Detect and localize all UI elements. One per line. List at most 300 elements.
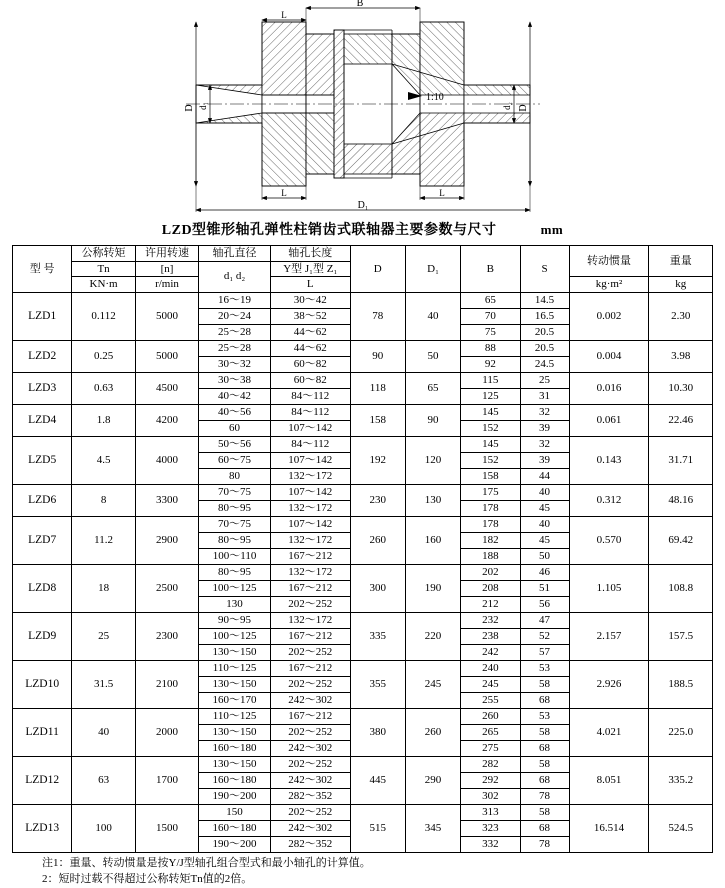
row-speed: 2900 [135,516,198,564]
row-bore-length-item: 167～212 [271,709,350,725]
row-bore-length-item: 60～82 [271,373,350,389]
row-B-item: 323 [461,821,519,837]
row-inertia: 8.051 [569,756,649,804]
header-inertia-1: 转动惯量 [569,246,649,277]
row-B-item: 145 [461,437,519,453]
row-bore-length-item: 107～142 [288,421,333,434]
row-torque: 8 [72,484,135,516]
row-bore-diameter-item: 70～75 [199,517,270,533]
row-D1: 245 [405,660,460,708]
row-D1: 260 [405,708,460,756]
row-B-item: 260 [461,709,519,725]
row-S-item: 16.5 [521,309,569,325]
row-speed: 5000 [135,292,198,340]
header-speed-3: r/min [135,277,198,293]
row-D1: 160 [405,516,460,564]
row-torque: 0.25 [72,340,135,372]
header-torque-2: Tn [72,261,135,277]
row-bore-length-item: 84～112 [271,437,350,453]
row-speed: 4200 [135,404,198,436]
row-bore-length-item: 132～172 [288,501,333,514]
header-torque-3: KN·m [72,277,135,293]
row-weight: 3.98 [649,340,713,372]
page-title: LZD型锥形轴孔弹性柱销齿式联轴器主要参数与尺寸 [161,223,497,238]
row-bore-diameter [199,564,271,612]
row-bore-length [270,436,350,484]
row-bore-diameter-item: 25～28 [218,325,252,338]
row-bore-diameter [199,804,271,852]
row-B-item: 125 [482,389,499,402]
row-bore-diameter-item: 110～125 [199,709,270,725]
table-row [13,564,713,612]
row-B-item: 302 [482,789,499,802]
row-D: 300 [350,564,405,612]
row-bore-diameter-item: 130～150 [199,725,270,741]
row-bore-length-item: 242～302 [271,773,350,789]
table-row [13,340,713,372]
row-B-item: 242 [482,645,499,658]
header-B: B [461,246,520,293]
table-row [13,612,713,660]
row-bore-length-item: 38～52 [271,309,350,325]
row-S-item: 20.5 [521,341,569,357]
row-inertia: 0.004 [569,340,649,372]
row-weight: 10.30 [649,372,713,404]
unit-label: mm [540,222,564,237]
row-weight: 69.42 [649,516,713,564]
row-torque: 18 [72,564,135,612]
row-B-item: 75 [484,325,496,338]
row-weight: 524.5 [649,804,713,852]
row-inertia: 2.157 [569,612,649,660]
row-bore-length-item: 107～142 [271,517,350,533]
row-bore-length-item: 167～212 [288,549,333,562]
row-weight: 108.8 [649,564,713,612]
header-inertia-2: kg·m² [569,277,649,293]
row-torque: 31.5 [72,660,135,708]
row-bore-diameter-item: 30～38 [199,373,270,389]
row-bore-diameter-item: 80～95 [199,533,270,549]
header-bore-dia-1: 轴孔直径 [199,246,271,262]
row-S-item: 53 [521,709,569,725]
row-bore-length-item: 167～212 [271,629,350,645]
row-bore-diameter-item: 100～125 [199,581,270,597]
row-bore-diameter-item: 16～19 [199,293,270,309]
row-torque: 0.112 [72,292,135,340]
row-S-item: 25 [521,373,569,389]
row-bore-length-item: 44～62 [271,341,350,357]
row-bore-diameter [199,340,271,372]
table-row [13,292,713,340]
row-model: LZD7 [13,516,72,564]
row-B-item: 265 [461,725,519,741]
row-bore-diameter-item: 130～150 [199,757,270,773]
row-inertia: 0.143 [569,436,649,484]
row-D1: 220 [405,612,460,660]
row-B-item: 255 [482,693,499,706]
row-B-item: 70 [461,309,519,325]
row-speed: 4000 [135,436,198,484]
row-B [461,436,520,484]
row-bore-diameter [199,612,271,660]
row-bore-diameter [199,708,271,756]
row-bore-diameter-item: 130～150 [212,645,257,658]
header-row [13,246,713,262]
row-bore-length-item: 84～112 [271,405,350,421]
row-S [520,340,569,372]
row-D1: 290 [405,756,460,804]
row-S-item: 47 [521,613,569,629]
row-D1: 120 [405,436,460,484]
row-B-item: 313 [461,805,519,821]
row-speed: 4500 [135,372,198,404]
header-speed-1: 许用转速 [135,246,198,262]
header-model: 型 号 [13,246,72,293]
row-B-item: 292 [461,773,519,789]
row-bore-length-item: 84～112 [291,389,330,402]
row-B-item: 92 [484,357,496,370]
header-D: D [350,246,405,293]
row-S-item: 68 [521,773,569,789]
row-torque: 63 [72,756,135,804]
row-bore-length-item: 167～212 [271,661,350,677]
row-D1: 65 [405,372,460,404]
row-torque: 0.63 [72,372,135,404]
table-row [13,484,713,516]
row-B-item: 182 [461,533,519,549]
row-model: LZD8 [13,564,72,612]
row-speed: 2100 [135,660,198,708]
row-inertia: 1.105 [569,564,649,612]
row-bore-length-item: 202～252 [271,677,350,693]
row-bore-length-item: 107～142 [271,485,350,501]
row-bore-length [270,804,350,852]
row-B-item: 212 [482,597,499,610]
row-B-item: 332 [482,837,499,850]
row-S-item: 58 [521,805,569,821]
row-B-item: 178 [461,517,519,533]
row-B-item: 188 [482,549,499,562]
row-B-item: 145 [461,405,519,421]
row-B-item: 88 [461,341,519,357]
row-S [520,708,569,756]
header-torque-1: 公称转矩 [72,246,135,262]
row-bore-length [270,340,350,372]
row-S-item: 53 [521,661,569,677]
row-S-item: 78 [539,789,551,802]
row-inertia: 0.061 [569,404,649,436]
table-row [13,516,713,564]
table-row [13,404,713,436]
row-bore-length-item: 132～172 [271,565,350,581]
row-B-item: 65 [461,293,519,309]
table-row [13,436,713,484]
dim-l-bottom-left: L [281,188,287,198]
table-body [13,292,713,852]
row-bore-diameter-item: 190～200 [212,789,257,802]
row-B-item: 178 [482,501,499,514]
row-model: LZD2 [13,340,72,372]
row-D: 118 [350,372,405,404]
row-S-item: 24.5 [534,357,555,370]
row-bore-length [270,612,350,660]
row-S-item: 20.5 [534,325,555,338]
table-row [13,804,713,852]
row-S [520,292,569,340]
row-bore-length [270,564,350,612]
row-B-item: 245 [461,677,519,693]
dim-l-top: L [281,10,287,20]
row-bore-diameter-item: 80～95 [199,565,270,581]
row-speed: 1700 [135,756,198,804]
row-bore-length-item: 202～252 [288,645,333,658]
coupling-drawing [0,0,725,215]
row-weight: 225.0 [649,708,713,756]
notes-block [12,856,713,888]
row-D1: 50 [405,340,460,372]
header-speed-2: [n] [135,261,198,277]
row-bore-length [270,372,350,404]
row-S-item: 40 [521,517,569,533]
row-B-item: 158 [482,469,499,482]
row-inertia: 2.926 [569,660,649,708]
row-speed: 3300 [135,484,198,516]
row-B-item: 282 [461,757,519,773]
header-D1: D₁ [405,246,460,293]
table-head [13,246,713,293]
row-speed: 5000 [135,340,198,372]
row-bore-length-item: 167～212 [271,581,350,597]
row-bore-length-item: 44～62 [293,325,327,338]
row-S [520,756,569,804]
dim-d-left: D [184,104,195,112]
row-bore-diameter-item: 40～56 [199,405,270,421]
row-bore-diameter-item: 80～95 [218,501,252,514]
row-inertia: 16.514 [569,804,649,852]
row-bore-diameter-item: 160～180 [199,821,270,837]
row-S-item: 51 [521,581,569,597]
table-row [13,708,713,756]
row-B-item: 208 [461,581,519,597]
row-bore-length-item: 242～302 [288,693,333,706]
row-bore-diameter [199,436,271,484]
row-bore-diameter-item: 70～75 [199,485,270,501]
row-bore-length-item: 60～82 [293,357,327,370]
row-S-item: 39 [521,453,569,469]
dim-d-right: D [518,104,529,112]
dim-l-bottom-right: L [439,188,445,198]
row-D1: 40 [405,292,460,340]
row-torque: 100 [72,804,135,852]
row-bore-diameter [199,372,271,404]
dim-d2-right: d₂ [502,102,512,110]
row-B-item: 202 [461,565,519,581]
note-1: 注1：重量、转动惯量是按Y/J型轴孔组合型式和最小轴孔的计算值。 [42,856,371,869]
row-bore-diameter-item: 80 [229,469,241,482]
row-B-item: 240 [461,661,519,677]
table-title-row [0,219,725,239]
row-bore-diameter-item: 40～42 [218,389,252,402]
row-S [520,404,569,436]
row-model: LZD10 [13,660,72,708]
row-bore-diameter-item: 100～125 [199,629,270,645]
row-B [461,660,520,708]
row-bore-diameter-item: 30～32 [218,357,252,370]
row-D: 78 [350,292,405,340]
row-B [461,340,520,372]
row-weight: 48.16 [649,484,713,516]
row-speed: 2000 [135,708,198,756]
row-S-item: 52 [521,629,569,645]
row-bore-diameter-item: 90～95 [199,613,270,629]
row-bore-length [270,516,350,564]
row-B [461,516,520,564]
row-S-item: 57 [539,645,551,658]
row-bore-diameter [199,292,271,340]
row-bore-length-item: 132～172 [271,533,350,549]
row-bore-diameter-item: 130～150 [199,677,270,693]
row-torque: 11.2 [72,516,135,564]
row-S-item: 46 [521,565,569,581]
row-model: LZD9 [13,612,72,660]
row-bore-length [270,708,350,756]
row-S-item: 31 [539,389,551,402]
row-D: 380 [350,708,405,756]
row-D1: 190 [405,564,460,612]
row-bore-diameter-item: 160～180 [199,773,270,789]
row-S [520,660,569,708]
row-S-item: 58 [521,757,569,773]
header-bore-len-1: 轴孔长度 [270,246,350,262]
row-bore-length-item: 242～302 [288,741,333,754]
row-bore-length-item: 242～302 [271,821,350,837]
dim-b-top: B [356,0,364,9]
row-weight: 188.5 [649,660,713,708]
row-B-item: 152 [461,453,519,469]
row-bore-length-item: 132～172 [271,613,350,629]
row-torque: 4.5 [72,436,135,484]
row-inertia: 0.016 [569,372,649,404]
row-S [520,436,569,484]
row-S-item: 50 [539,549,551,562]
row-bore-length [270,660,350,708]
row-bore-diameter-item: 60～75 [199,453,270,469]
row-model: LZD12 [13,756,72,804]
row-bore-diameter [199,660,271,708]
row-bore-diameter-item: 190～200 [212,837,257,850]
row-bore-diameter-item: 60 [229,421,241,434]
header-weight-1: 重量 [649,246,713,277]
row-weight: 335.2 [649,756,713,804]
row-bore-diameter [199,404,271,436]
row-D: 158 [350,404,405,436]
row-S-item: 44 [539,469,551,482]
row-S [520,564,569,612]
row-B-item: 152 [482,421,499,434]
row-B [461,564,520,612]
row-S-item: 68 [539,693,551,706]
dim-d1-left: d₁ [198,102,208,110]
row-bore-length-item: 202～252 [288,597,333,610]
row-B-item: 275 [482,741,499,754]
dim-d1-bottom: D₁ [357,200,369,211]
row-bore-diameter [199,756,271,804]
row-D: 355 [350,660,405,708]
row-S-item: 32 [521,405,569,421]
row-bore-length-item: 282～352 [288,837,333,850]
row-B [461,708,520,756]
row-bore-length [270,404,350,436]
row-S-item: 45 [539,501,551,514]
row-bore-diameter [199,516,271,564]
row-D: 515 [350,804,405,852]
header-bore-dia-2: d₁ d₂ [199,261,271,292]
row-S [520,372,569,404]
row-bore-length-item: 132～172 [288,469,333,482]
row-bore-length-item: 107～142 [271,453,350,469]
row-D: 192 [350,436,405,484]
row-torque: 40 [72,708,135,756]
row-weight: 2.30 [649,292,713,340]
header-weight-2: kg [649,277,713,293]
row-model: LZD3 [13,372,72,404]
row-S-item: 58 [521,725,569,741]
row-D1: 90 [405,404,460,436]
row-weight: 22.46 [649,404,713,436]
header-bore-len-2: Y型 J₁型 Z₁ [270,261,350,277]
row-D1: 345 [405,804,460,852]
row-B-item: 175 [461,485,519,501]
table-row [13,660,713,708]
row-bore-diameter-item: 130 [226,597,243,610]
row-bore-length-item: 202～252 [271,757,350,773]
row-B [461,372,520,404]
spec-table [12,245,713,853]
header-S: S [520,246,569,293]
row-bore-length [270,484,350,516]
row-model: LZD1 [13,292,72,340]
row-S-item: 40 [521,485,569,501]
row-speed: 1500 [135,804,198,852]
row-bore-diameter-item: 50～56 [199,437,270,453]
note-2: 2：短时过载不得超过公称转矩Tn值的2倍。 [42,872,253,885]
row-bore-length [270,756,350,804]
row-S-item: 58 [521,677,569,693]
row-S-item: 32 [521,437,569,453]
row-model: LZD5 [13,436,72,484]
row-speed: 2500 [135,564,198,612]
row-D: 230 [350,484,405,516]
row-bore-length [270,292,350,340]
row-bore-diameter-item: 160～170 [212,693,257,706]
row-model: LZD6 [13,484,72,516]
row-bore-diameter-item: 25～28 [199,341,270,357]
row-S-item: 45 [521,533,569,549]
row-bore-length-item: 202～252 [271,805,350,821]
row-S [520,804,569,852]
row-bore-diameter-item: 110～125 [199,661,270,677]
row-weight: 31.71 [649,436,713,484]
row-D: 90 [350,340,405,372]
row-model: LZD13 [13,804,72,852]
coupling-drawing-svg [0,0,725,215]
row-inertia: 0.570 [569,516,649,564]
row-B-item: 115 [461,373,519,389]
row-B [461,484,520,516]
taper-label: 1:10 [426,92,444,103]
row-S [520,516,569,564]
row-D: 260 [350,516,405,564]
